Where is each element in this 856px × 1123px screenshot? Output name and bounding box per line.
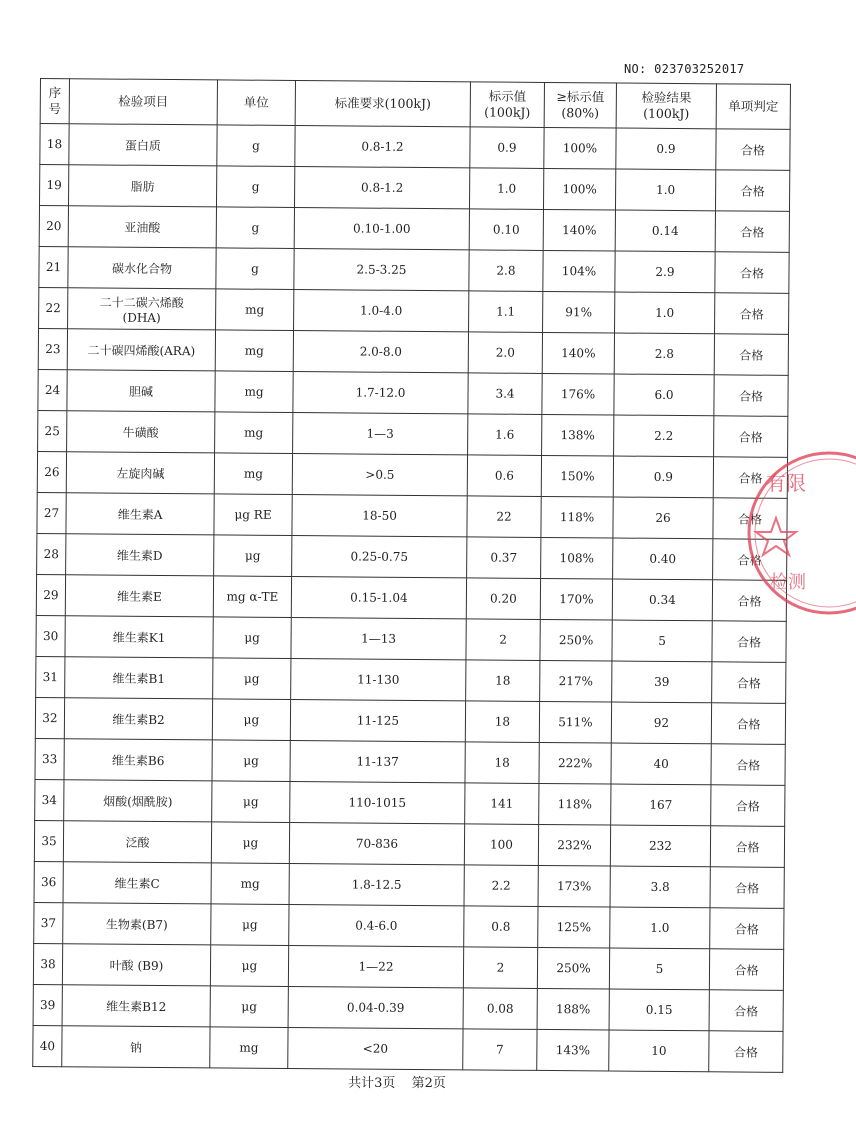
row-item: 蛋白质 — [69, 124, 217, 166]
row-standard: 2.5-3.25 — [294, 249, 469, 291]
row-seq: 18 — [40, 124, 69, 165]
row-verdict: 合格 — [712, 662, 786, 704]
row-labeled-value: 18 — [466, 660, 540, 702]
col-header-ge-labeled: ≥标示值 (80%) — [544, 82, 616, 128]
row-result: 1.0 — [615, 292, 715, 334]
row-result: 5 — [609, 948, 709, 990]
row-ge-labeled: 104% — [543, 250, 615, 292]
row-verdict: 合格 — [711, 785, 785, 827]
row-ge-labeled: 250% — [537, 947, 609, 989]
row-standard: 70-836 — [289, 822, 464, 864]
row-labeled-value: 2.0 — [468, 332, 542, 374]
row-unit: mg α-TE — [213, 576, 291, 618]
row-labeled-value: 0.9 — [470, 127, 544, 169]
row-result: 40 — [611, 743, 711, 785]
row-seq: 33 — [35, 738, 64, 779]
table-row — [38, 410, 788, 457]
row-seq: 34 — [35, 779, 64, 820]
row-ge-labeled: 100% — [543, 168, 615, 210]
row-verdict: 合格 — [716, 129, 790, 171]
row-labeled-value: 3.4 — [468, 373, 542, 415]
row-result: 1.0 — [615, 169, 715, 211]
row-result: 232 — [610, 825, 710, 867]
row-standard: 1—13 — [291, 617, 466, 659]
col-header-standard: 标准要求(100kJ) — [295, 81, 470, 127]
row-unit: μg — [211, 822, 289, 864]
row-standard: 1.8-12.5 — [289, 863, 464, 905]
row-result: 3.8 — [610, 866, 710, 908]
row-seq: 25 — [38, 410, 67, 451]
row-seq: 22 — [39, 287, 68, 328]
row-labeled-value: 18 — [465, 742, 539, 784]
row-standard: 1.7-12.0 — [293, 371, 468, 413]
row-labeled-value: 1.0 — [469, 168, 543, 210]
row-verdict: 合格 — [715, 211, 789, 253]
table-row — [36, 615, 786, 662]
row-verdict: 合格 — [709, 990, 783, 1032]
row-unit: μg — [214, 535, 292, 577]
table-row — [39, 287, 789, 334]
col-header-item: 检验项目 — [69, 79, 217, 125]
row-standard: 0.04-0.39 — [288, 986, 463, 1028]
row-result: 92 — [611, 702, 711, 744]
row-ge-labeled: 150% — [541, 455, 613, 497]
row-item: 维生素B6 — [64, 739, 212, 781]
row-ge-labeled: 108% — [541, 537, 613, 579]
row-standard: 11-125 — [290, 699, 465, 741]
stamp-text-top: 有限 — [766, 471, 806, 495]
row-labeled-value: 141 — [465, 783, 539, 825]
row-verdict: 合格 — [714, 375, 788, 417]
table-row — [33, 984, 783, 1031]
row-item: 生物素(B7) — [63, 903, 211, 945]
row-item: 钠 — [62, 1026, 210, 1068]
row-result: 39 — [612, 661, 712, 703]
row-ge-labeled: 143% — [537, 1029, 609, 1071]
row-result: 2.9 — [615, 251, 715, 293]
row-ge-labeled: 118% — [541, 496, 613, 538]
test-results-table — [32, 78, 791, 1073]
row-item: 维生素A — [66, 493, 214, 535]
row-ge-labeled: 125% — [538, 906, 610, 948]
row-seq: 21 — [39, 246, 68, 287]
row-standard: 2.0-8.0 — [293, 330, 468, 372]
row-labeled-value: 1.1 — [469, 291, 543, 333]
row-item: 左旋肉碱 — [66, 452, 214, 494]
row-verdict: 合格 — [715, 170, 789, 212]
table-row — [39, 165, 789, 212]
table-row — [35, 779, 785, 826]
row-seq: 30 — [36, 615, 65, 656]
row-standard: 0.8-1.2 — [294, 167, 469, 209]
row-item: 二十二碳六烯酸 (DHA) — [68, 288, 216, 330]
row-unit: mg — [214, 453, 292, 495]
page-footer — [0, 1072, 794, 1091]
row-standard: 0.25-0.75 — [292, 535, 467, 577]
table-row — [33, 1025, 783, 1072]
row-ge-labeled: 250% — [540, 619, 612, 661]
row-labeled-value: 0.37 — [467, 537, 541, 579]
row-verdict: 合格 — [714, 334, 788, 376]
table-row — [36, 656, 786, 703]
row-seq: 32 — [35, 697, 64, 738]
row-unit: μg RE — [214, 494, 292, 536]
row-standard: 0.10-1.00 — [294, 208, 469, 250]
row-verdict: 合格 — [711, 703, 785, 745]
row-standard: 0.15-1.04 — [291, 576, 466, 618]
row-unit: μg — [212, 740, 290, 782]
row-unit: mg — [215, 412, 293, 454]
row-result: 167 — [611, 784, 711, 826]
row-seq: 37 — [34, 902, 63, 943]
row-result: 6.0 — [614, 374, 714, 416]
row-standard: 11-130 — [291, 658, 466, 700]
row-item: 维生素C — [63, 862, 211, 904]
row-ge-labeled: 188% — [537, 988, 609, 1030]
row-labeled-value: 0.20 — [466, 578, 540, 620]
row-ge-labeled: 138% — [542, 414, 614, 456]
row-seq: 31 — [36, 656, 65, 697]
row-seq: 23 — [38, 328, 67, 369]
row-item: 牛磺酸 — [67, 411, 215, 453]
row-item: 维生素B2 — [64, 698, 212, 740]
row-seq: 26 — [37, 451, 66, 492]
row-result: 0.34 — [612, 579, 712, 621]
row-item: 维生素D — [66, 534, 214, 576]
table-row — [40, 124, 790, 171]
col-header-unit: 单位 — [217, 80, 295, 126]
col-header-result: 检验结果 (100kJ) — [616, 83, 716, 129]
table-row — [34, 861, 784, 908]
col-header-verdict: 单项判定 — [716, 84, 790, 130]
row-seq: 24 — [38, 369, 67, 410]
row-seq: 29 — [36, 574, 65, 615]
row-labeled-value: 7 — [463, 1029, 537, 1071]
row-unit: g — [216, 207, 294, 249]
row-item: 维生素B1 — [65, 657, 213, 699]
row-verdict: 合格 — [709, 1031, 783, 1073]
row-unit: mg — [216, 289, 294, 331]
row-verdict: 合格 — [710, 867, 784, 909]
row-seq: 35 — [34, 820, 63, 861]
row-labeled-value: 2.8 — [469, 250, 543, 292]
row-verdict: 合格 — [712, 580, 786, 622]
row-standard: 18-50 — [292, 494, 467, 536]
table-row — [37, 492, 787, 539]
row-unit: μg — [213, 658, 291, 700]
row-result: 2.8 — [614, 333, 714, 375]
row-standard: <20 — [288, 1027, 463, 1069]
row-verdict: 合格 — [715, 252, 789, 294]
report-number: NO: 023703252017 — [624, 62, 745, 76]
row-standard: 110-1015 — [290, 781, 465, 823]
row-unit: μg — [211, 904, 289, 946]
row-result: 0.15 — [609, 989, 709, 1031]
row-seq: 36 — [34, 861, 63, 902]
row-result: 2.2 — [614, 415, 714, 457]
row-item: 维生素K1 — [65, 616, 213, 658]
row-unit: mg — [215, 330, 293, 372]
table-row — [38, 328, 788, 375]
row-standard: 1.0-4.0 — [294, 290, 469, 332]
table-row — [37, 451, 787, 498]
row-labeled-value: 22 — [467, 496, 541, 538]
row-labeled-value: 100 — [464, 824, 538, 866]
row-verdict: 合格 — [714, 416, 788, 458]
row-result: 0.9 — [613, 456, 713, 498]
row-result: 26 — [613, 497, 713, 539]
row-verdict: 合格 — [711, 744, 785, 786]
row-unit: g — [217, 125, 295, 167]
row-labeled-value: 2 — [463, 947, 537, 989]
row-verdict: 合格 — [709, 949, 783, 991]
row-result: 1.0 — [610, 907, 710, 949]
table-row — [38, 369, 788, 416]
row-seq: 38 — [33, 943, 62, 984]
row-unit: mg — [215, 371, 293, 413]
row-item: 胆碱 — [67, 370, 215, 412]
row-unit: g — [216, 166, 294, 208]
row-seq: 39 — [33, 984, 62, 1025]
row-labeled-value: 18 — [465, 701, 539, 743]
table-row — [34, 820, 784, 867]
row-ge-labeled: 170% — [540, 578, 612, 620]
row-standard: 0.4-6.0 — [289, 904, 464, 946]
row-verdict: 合格 — [710, 908, 784, 950]
row-ge-labeled: 511% — [539, 701, 611, 743]
row-unit: μg — [213, 617, 291, 659]
row-unit: mg — [211, 863, 289, 905]
row-unit: g — [216, 248, 294, 290]
row-unit: μg — [212, 781, 290, 823]
row-result: 0.14 — [615, 210, 715, 252]
row-ge-labeled: 173% — [538, 865, 610, 907]
row-seq: 19 — [39, 165, 68, 206]
row-labeled-value: 0.8 — [464, 906, 538, 948]
row-item: 亚油酸 — [68, 206, 216, 248]
row-verdict: 合格 — [713, 539, 787, 581]
row-verdict: 合格 — [713, 498, 787, 540]
row-labeled-value: 0.6 — [467, 455, 541, 497]
row-labeled-value: 1.6 — [468, 414, 542, 456]
row-item: 维生素B12 — [62, 985, 210, 1027]
row-seq: 20 — [39, 206, 68, 247]
row-ge-labeled: 118% — [539, 783, 611, 825]
row-item: 烟酸(烟酰胺) — [64, 780, 212, 822]
row-ge-labeled: 232% — [538, 824, 610, 866]
row-ge-labeled: 222% — [539, 742, 611, 784]
row-standard: >0.5 — [292, 453, 467, 495]
table-row — [36, 574, 786, 621]
stamp-text-bottom: 检测 — [770, 572, 806, 593]
col-header-labeled-value: 标示值 (100kJ) — [470, 82, 544, 128]
row-seq: 27 — [37, 492, 66, 533]
row-labeled-value: 0.08 — [463, 988, 537, 1030]
row-unit: μg — [210, 986, 288, 1028]
row-item: 脂肪 — [68, 165, 216, 207]
table-row — [35, 738, 785, 785]
row-unit: μg — [212, 699, 290, 741]
current-page: 第2页 — [411, 1076, 446, 1091]
table-row — [34, 902, 784, 949]
row-result: 0.40 — [613, 538, 713, 580]
row-item: 二十碳四烯酸(ARA) — [67, 329, 215, 371]
official-seal-stamp — [744, 448, 856, 618]
row-result: 10 — [609, 1030, 709, 1072]
row-unit: mg — [210, 1027, 288, 1069]
row-labeled-value: 0.10 — [469, 209, 543, 251]
table-row — [35, 697, 785, 744]
row-standard: 1—3 — [293, 412, 468, 454]
row-item: 叶酸 (B9) — [62, 944, 210, 986]
row-result: 0.9 — [616, 128, 716, 170]
row-verdict: 合格 — [712, 621, 786, 663]
row-item: 维生素E — [65, 575, 213, 617]
row-ge-labeled: 217% — [540, 660, 612, 702]
row-ge-labeled: 176% — [542, 373, 614, 415]
row-result: 5 — [612, 620, 712, 662]
row-standard: 11-137 — [290, 740, 465, 782]
col-header-seq: 序号 — [40, 79, 69, 124]
row-ge-labeled: 140% — [543, 209, 615, 251]
total-pages: 共计3页 — [348, 1076, 396, 1091]
row-verdict: 合格 — [710, 826, 784, 868]
row-standard: 1—22 — [288, 945, 463, 987]
row-item: 碳水化合物 — [68, 247, 216, 289]
row-seq: 28 — [37, 533, 66, 574]
row-labeled-value: 2.2 — [464, 865, 538, 907]
table-row — [39, 246, 789, 293]
row-verdict: 合格 — [713, 457, 787, 499]
table-header-row — [40, 79, 790, 130]
row-ge-labeled: 140% — [542, 332, 614, 374]
row-item: 泛酸 — [63, 821, 211, 863]
table-row — [33, 943, 783, 990]
table-row — [37, 533, 787, 580]
row-labeled-value: 2 — [466, 619, 540, 661]
row-seq: 40 — [33, 1025, 62, 1066]
row-verdict: 合格 — [715, 293, 789, 335]
row-standard: 0.8-1.2 — [295, 126, 470, 168]
table-row — [39, 206, 789, 253]
row-ge-labeled: 91% — [543, 291, 615, 333]
row-unit: μg — [210, 945, 288, 987]
row-ge-labeled: 100% — [544, 127, 616, 169]
